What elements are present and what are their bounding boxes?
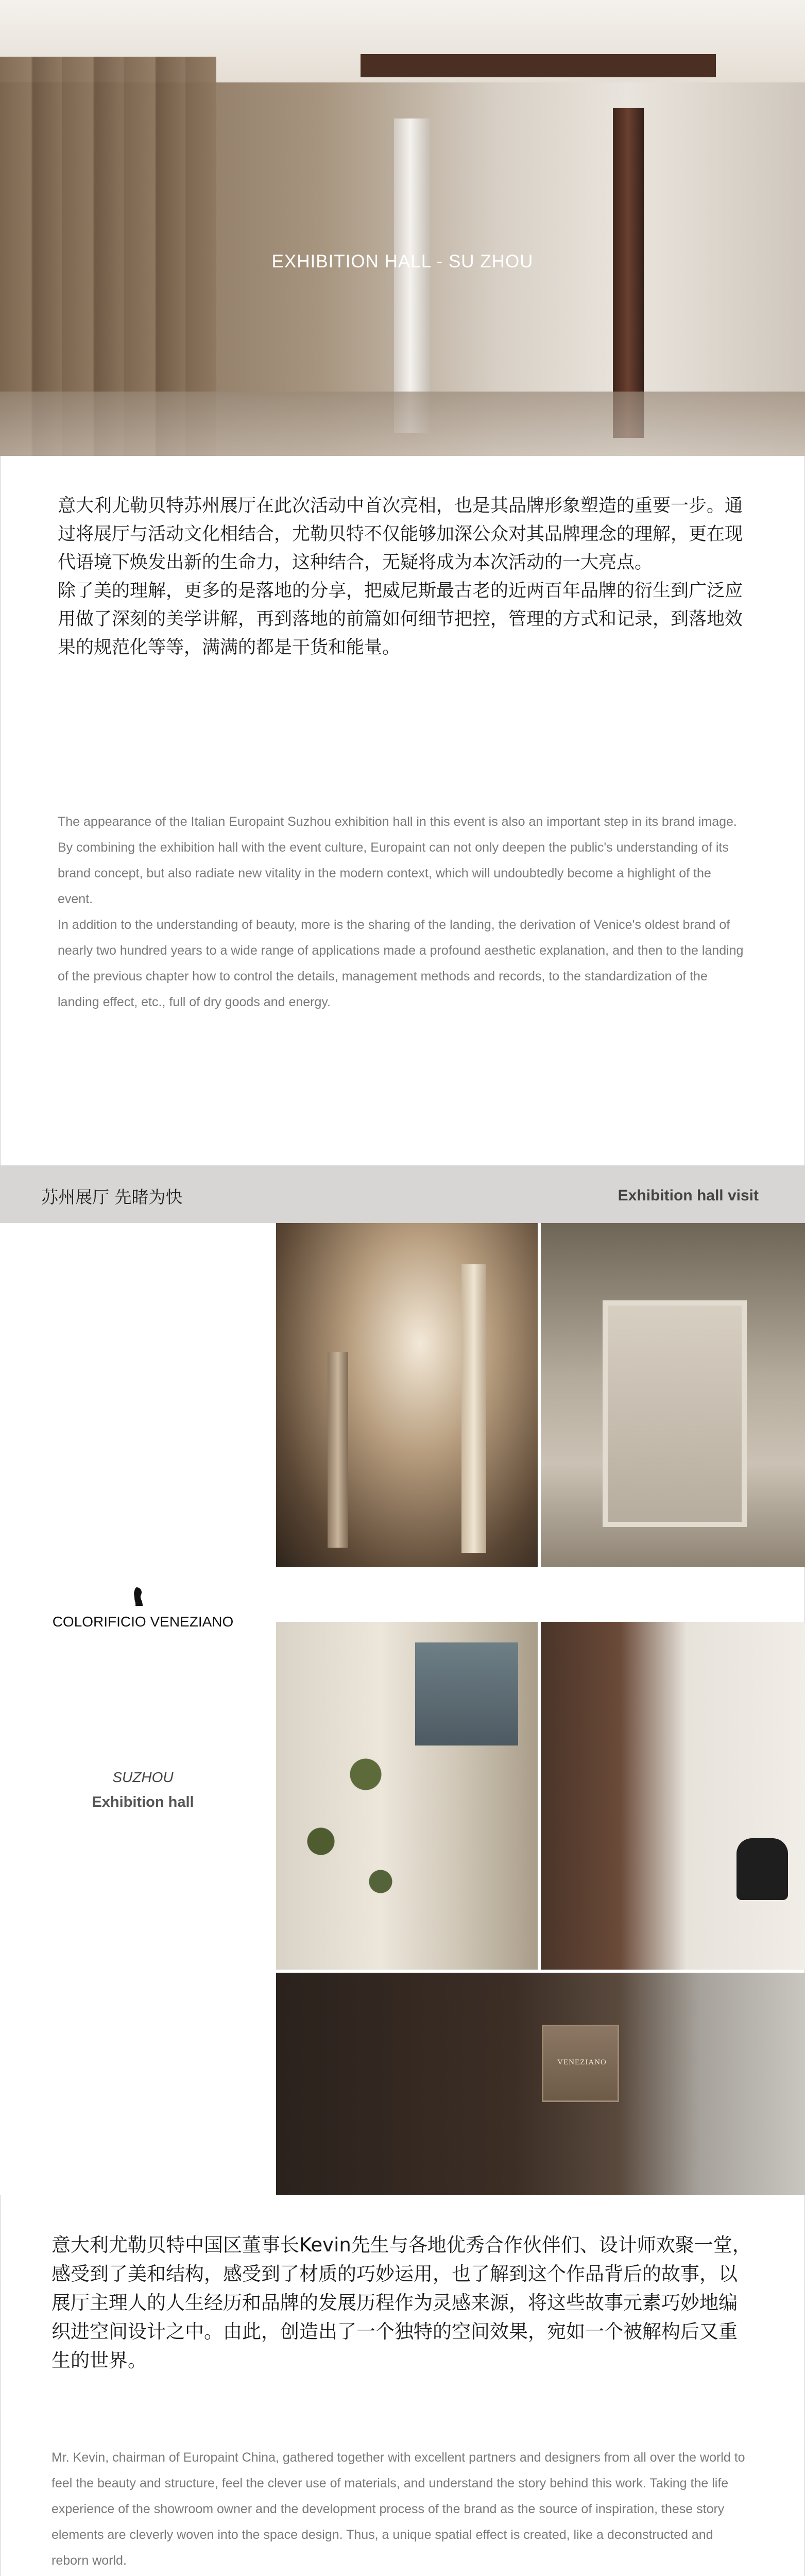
brand-sign-text: VENEZIANO (557, 2058, 607, 2066)
hero-cornice (361, 54, 716, 77)
closing-chinese-text: 意大利尤勒贝特中国区董事长Kevin先生与各地优秀合作伙伴们、设计师欢聚一堂，感受到了美和结构，感受到了材质的巧妙运用，也了解到这个作品背后的故事，以展厅主理人的人生经历和品牌的发展历程作为灵感来源，将这些故事元素巧妙地编织进空间设计之中。由此，创造出了一个独特的空间效果，宛如一个被解构后又重生的世界。 (52, 2234, 751, 2371)
photo-alcove-arch (603, 1300, 747, 1527)
hero-title: EXHIBITION HALL - SU ZHOU (271, 251, 534, 272)
photo-office-chair (737, 1838, 788, 1900)
visit-title-chinese: 苏州展厅 先睹为快 (41, 1187, 183, 1207)
intro-english-text (58, 809, 748, 1015)
visit-title-english: Exhibition hall visit (618, 1187, 759, 1204)
photo-columns-room (276, 1223, 538, 1567)
brand-name: COLORIFICIO VENEZIANO (52, 1614, 234, 1630)
gallery-caption-panel (0, 1223, 276, 2195)
hero-banner (0, 0, 805, 456)
hall-label: Exhibition hall (92, 1794, 194, 1810)
intro-en-paragraph-2: In addition to the understanding of beauty, more is the sharing of the landing, the derivation of Venice's oldest brand of nearly two hundred years to a wide range of applications made a profound aesthetic explanation, and then to the landing of the previous chapter how to control the details, management methods and records, to the standardization of the landing effect, etc., full of dry goods and energy. (58, 918, 744, 1009)
closing-english-text: Mr. Kevin, chairman of Europaint China, gathered together with excellent partners and designers from all over the world to feel the beauty and structure, feel the clever use of materials, and understand the story behind this work. Taking the life experience of the showroom owner and the development process of the brand as the source of inspiration, these story elements are cleverly woven into the space design. Thus, a unique spatial effect is created, like a deconstructed and reborn world. (52, 2450, 745, 2568)
hero-floor (0, 392, 805, 456)
intro-cn-paragraph-2: 除了美的理解，更多的是落地的分享，把威尼斯最古老的近两百年品牌的衍生到广泛应用做了深刻的美学讲解，再到落地的前篇如何细节把控，管理的方式和记录，到落地效果的规范化等等，满满的都是干货和能量。 (58, 581, 743, 658)
photo-entrance-sign-wall (276, 1973, 805, 2195)
hero-dark-column (613, 108, 644, 438)
photo-column-element (328, 1352, 348, 1548)
intro-cn-paragraph-1: 意大利尤勒贝特苏州展厅在此次活动中首次亮相，也是其品牌形象塑造的重要一步。通过将展厅与活动文化相结合，尤勒贝特不仅能够加深公众对其品牌理念的理解，更在现代语境下焕发出新的生命力，这种结合，无疑将成为本次活动的一大亮点。 (58, 496, 743, 573)
photo-pillar-and-chair (541, 1622, 805, 1970)
brand-sign-plaque (542, 2025, 619, 2102)
intro-en-paragraph-1: The appearance of the Italian Europaint Suzhou exhibition hall in this event is also an important step in its brand image. By combining the exhibition hall with the event culture, Europaint can not only deepen the public's understanding of its brand concept, but also radiate new vitality in the modern context, which will undoubtedly become a highlight of the event. (58, 815, 737, 906)
city-label: SUZHOU (112, 1769, 174, 1785)
hero-white-column (394, 118, 430, 433)
intro-chinese-text (58, 492, 748, 662)
photo-shelving-with-plant (276, 1622, 538, 1970)
photo-column-element (461, 1264, 486, 1553)
photo-reception-alcove (541, 1223, 805, 1567)
visit-section-header (0, 1165, 805, 1223)
photo-plant (276, 1694, 425, 1962)
photo-window (415, 1642, 518, 1745)
lion-logo-icon (132, 1586, 144, 1607)
